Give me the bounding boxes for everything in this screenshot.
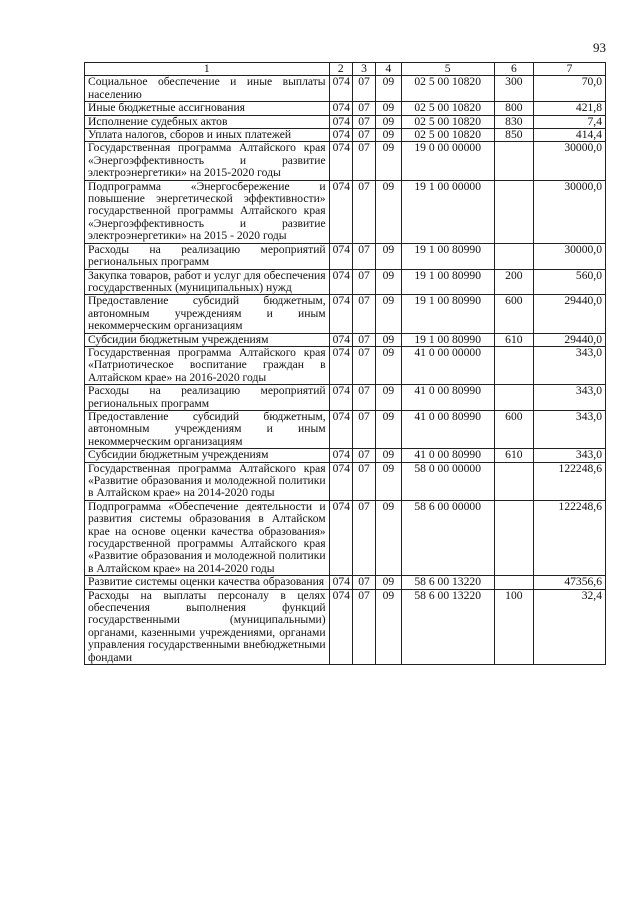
table-row xyxy=(85,295,606,333)
amount-cell: 70,0 xyxy=(533,76,605,102)
table-row xyxy=(85,180,606,243)
row-name-cell: Исполнение судебных актов xyxy=(85,115,330,128)
row-name-cell: Государственная программа Алтайского края «Энергоэффективность и развитие электроэнергетики» на 2015-2020 годы xyxy=(85,142,330,180)
section-code-cell: 07 xyxy=(352,102,375,115)
ministry-code-cell: 074 xyxy=(329,333,352,346)
target-article-code-cell: 02 5 00 10820 xyxy=(401,76,494,102)
budget-table xyxy=(84,62,606,665)
row-name-cell: Расходы на реализацию мероприятий региональных программ xyxy=(85,385,330,411)
amount-cell: 29440,0 xyxy=(533,333,605,346)
row-name-cell: Государственная программа Алтайского края «Патриотическое воспитание граждан в Алтайском крае» на 2016-2020 годы xyxy=(85,346,330,384)
table-row xyxy=(85,115,606,128)
amount-cell: 343,0 xyxy=(533,385,605,411)
header-cell: 7 xyxy=(533,63,605,76)
expense-type-code-cell xyxy=(494,243,533,269)
table-row xyxy=(85,269,606,295)
section-code-cell: 07 xyxy=(352,589,375,664)
subsection-code-cell: 09 xyxy=(376,346,401,384)
amount-cell: 122248,6 xyxy=(533,500,605,575)
ministry-code-cell: 074 xyxy=(329,346,352,384)
row-name-cell: Подпрограмма «Энергосбережение и повышение энергетической эффективности» государственной программы Алтайского края «Энергоэффективность и развитие электроэнергетики» на 2015 - 2020 годы xyxy=(85,180,330,243)
row-name-cell: Предоставление субсидий бюджетным, автономным учреждениям и иным некоммерческим организациям xyxy=(85,295,330,333)
expense-type-code-cell xyxy=(494,385,533,411)
subsection-code-cell: 09 xyxy=(376,462,401,500)
ministry-code-cell: 074 xyxy=(329,295,352,333)
subsection-code-cell: 09 xyxy=(376,102,401,115)
amount-cell: 47356,6 xyxy=(533,576,605,589)
table-row xyxy=(85,129,606,142)
target-article-code-cell: 02 5 00 10820 xyxy=(401,129,494,142)
row-name-cell: Субсидии бюджетным учреждениям xyxy=(85,449,330,462)
target-article-code-cell: 19 1 00 80990 xyxy=(401,269,494,295)
expense-type-code-cell xyxy=(494,462,533,500)
expense-type-code-cell: 850 xyxy=(494,129,533,142)
target-article-code-cell: 19 1 00 80990 xyxy=(401,333,494,346)
row-name-cell: Расходы на реализацию мероприятий региональных программ xyxy=(85,243,330,269)
target-article-code-cell: 19 0 00 00000 xyxy=(401,142,494,180)
table-row xyxy=(85,576,606,589)
header-cell: 1 xyxy=(85,63,330,76)
expense-type-code-cell xyxy=(494,576,533,589)
row-name-cell: Закупка товаров, работ и услуг для обеспечения государственных (муниципальных) нужд xyxy=(85,269,330,295)
subsection-code-cell: 09 xyxy=(376,269,401,295)
target-article-code-cell: 19 1 00 80990 xyxy=(401,295,494,333)
section-code-cell: 07 xyxy=(352,385,375,411)
ministry-code-cell: 074 xyxy=(329,462,352,500)
ministry-code-cell: 074 xyxy=(329,269,352,295)
ministry-code-cell: 074 xyxy=(329,243,352,269)
expense-type-code-cell: 200 xyxy=(494,269,533,295)
header-cell: 2 xyxy=(329,63,352,76)
expense-type-code-cell: 610 xyxy=(494,449,533,462)
row-name-cell: Подпрограмма «Обеспечение деятельности и развития системы образования в Алтайском крае на основе оценки качества образования» государственной программы Алтайского края «Развитие образования и молодежной политики в Алтайском крае» на 2014-2020 годы xyxy=(85,500,330,575)
expense-type-code-cell: 100 xyxy=(494,589,533,664)
amount-cell: 343,0 xyxy=(533,410,605,448)
table-row xyxy=(85,142,606,180)
amount-cell: 30000,0 xyxy=(533,243,605,269)
header-cell: 4 xyxy=(376,63,401,76)
expense-type-code-cell: 830 xyxy=(494,115,533,128)
table-row xyxy=(85,462,606,500)
ministry-code-cell: 074 xyxy=(329,500,352,575)
subsection-code-cell: 09 xyxy=(376,410,401,448)
subsection-code-cell: 09 xyxy=(376,76,401,102)
amount-cell: 560,0 xyxy=(533,269,605,295)
row-name-cell: Предоставление субсидий бюджетным, автономным учреждениям и иным некоммерческим организациям xyxy=(85,410,330,448)
table-body xyxy=(85,76,606,665)
amount-cell: 421,8 xyxy=(533,102,605,115)
header-cell: 3 xyxy=(352,63,375,76)
expense-type-code-cell xyxy=(494,500,533,575)
ministry-code-cell: 074 xyxy=(329,142,352,180)
target-article-code-cell: 02 5 00 10820 xyxy=(401,102,494,115)
section-code-cell: 07 xyxy=(352,142,375,180)
ministry-code-cell: 074 xyxy=(329,385,352,411)
target-article-code-cell: 58 0 00 00000 xyxy=(401,462,494,500)
target-article-code-cell: 41 0 00 80990 xyxy=(401,449,494,462)
expense-type-code-cell: 800 xyxy=(494,102,533,115)
section-code-cell: 07 xyxy=(352,76,375,102)
amount-cell: 29440,0 xyxy=(533,295,605,333)
subsection-code-cell: 09 xyxy=(376,243,401,269)
target-article-code-cell: 19 1 00 00000 xyxy=(401,180,494,243)
section-code-cell: 07 xyxy=(352,243,375,269)
expense-type-code-cell xyxy=(494,142,533,180)
target-article-code-cell: 58 6 00 00000 xyxy=(401,500,494,575)
target-article-code-cell: 02 5 00 10820 xyxy=(401,115,494,128)
section-code-cell: 07 xyxy=(352,295,375,333)
subsection-code-cell: 09 xyxy=(376,449,401,462)
subsection-code-cell: 09 xyxy=(376,295,401,333)
subsection-code-cell: 09 xyxy=(376,115,401,128)
section-code-cell: 07 xyxy=(352,269,375,295)
target-article-code-cell: 19 1 00 80990 xyxy=(401,243,494,269)
expense-type-code-cell xyxy=(494,346,533,384)
table-row xyxy=(85,76,606,102)
target-article-code-cell: 41 0 00 80990 xyxy=(401,385,494,411)
expense-type-code-cell xyxy=(494,180,533,243)
header-row xyxy=(85,63,606,76)
page-number: 93 xyxy=(593,40,606,55)
table-row xyxy=(85,346,606,384)
ministry-code-cell: 074 xyxy=(329,180,352,243)
table-row xyxy=(85,449,606,462)
expense-type-code-cell: 600 xyxy=(494,295,533,333)
section-code-cell: 07 xyxy=(352,333,375,346)
amount-cell: 32,4 xyxy=(533,589,605,664)
subsection-code-cell: 09 xyxy=(376,129,401,142)
ministry-code-cell: 074 xyxy=(329,76,352,102)
subsection-code-cell: 09 xyxy=(376,385,401,411)
table-row xyxy=(85,410,606,448)
section-code-cell: 07 xyxy=(352,410,375,448)
subsection-code-cell: 09 xyxy=(376,500,401,575)
row-name-cell: Иные бюджетные ассигнования xyxy=(85,102,330,115)
ministry-code-cell: 074 xyxy=(329,115,352,128)
ministry-code-cell: 074 xyxy=(329,102,352,115)
table-row xyxy=(85,589,606,664)
ministry-code-cell: 074 xyxy=(329,410,352,448)
row-name-cell: Уплата налогов, сборов и иных платежей xyxy=(85,129,330,142)
section-code-cell: 07 xyxy=(352,346,375,384)
section-code-cell: 07 xyxy=(352,129,375,142)
section-code-cell: 07 xyxy=(352,462,375,500)
row-name-cell: Государственная программа Алтайского края «Развитие образования и молодежной политики в Алтайском крае» на 2014-2020 годы xyxy=(85,462,330,500)
section-code-cell: 07 xyxy=(352,180,375,243)
table-row xyxy=(85,385,606,411)
target-article-code-cell: 41 0 00 00000 xyxy=(401,346,494,384)
subsection-code-cell: 09 xyxy=(376,333,401,346)
amount-cell: 414,4 xyxy=(533,129,605,142)
amount-cell: 343,0 xyxy=(533,346,605,384)
subsection-code-cell: 09 xyxy=(376,142,401,180)
row-name-cell: Развитие системы оценки качества образования xyxy=(85,576,330,589)
amount-cell: 7,4 xyxy=(533,115,605,128)
row-name-cell: Социальное обеспечение и иные выплаты населению xyxy=(85,76,330,102)
section-code-cell: 07 xyxy=(352,576,375,589)
header-cell: 6 xyxy=(494,63,533,76)
row-name-cell: Субсидии бюджетным учреждениям xyxy=(85,333,330,346)
section-code-cell: 07 xyxy=(352,449,375,462)
target-article-code-cell: 58 6 00 13220 xyxy=(401,589,494,664)
target-article-code-cell: 41 0 00 80990 xyxy=(401,410,494,448)
table-row xyxy=(85,333,606,346)
table-row xyxy=(85,500,606,575)
ministry-code-cell: 074 xyxy=(329,129,352,142)
amount-cell: 30000,0 xyxy=(533,180,605,243)
ministry-code-cell: 074 xyxy=(329,449,352,462)
section-code-cell: 07 xyxy=(352,500,375,575)
amount-cell: 122248,6 xyxy=(533,462,605,500)
amount-cell: 343,0 xyxy=(533,449,605,462)
header-cell: 5 xyxy=(401,63,494,76)
section-code-cell: 07 xyxy=(352,115,375,128)
amount-cell: 30000,0 xyxy=(533,142,605,180)
row-name-cell: Расходы на выплаты персоналу в целях обеспечения выполнения функций государственными (муниципальными) органами, казенными учреждениями, органами управления государственными внебюджетными фондами xyxy=(85,589,330,664)
expense-type-code-cell: 610 xyxy=(494,333,533,346)
table-row xyxy=(85,243,606,269)
subsection-code-cell: 09 xyxy=(376,576,401,589)
table-row xyxy=(85,102,606,115)
target-article-code-cell: 58 6 00 13220 xyxy=(401,576,494,589)
subsection-code-cell: 09 xyxy=(376,589,401,664)
ministry-code-cell: 074 xyxy=(329,589,352,664)
expense-type-code-cell: 600 xyxy=(494,410,533,448)
ministry-code-cell: 074 xyxy=(329,576,352,589)
expense-type-code-cell: 300 xyxy=(494,76,533,102)
subsection-code-cell: 09 xyxy=(376,180,401,243)
